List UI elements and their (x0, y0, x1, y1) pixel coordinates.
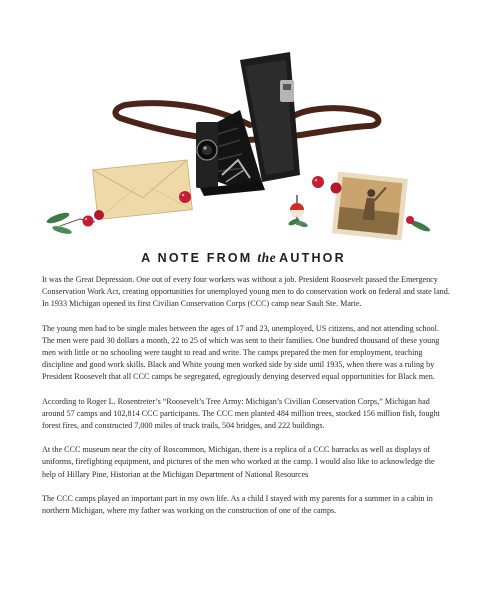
paragraph: According to Roger L. Rosentreter’s “Roosevelt’s Tree Army: Michigan’s Civilian Conservation Corps,” Michigan had around 57 camps and 102,814 CCC participants. The CCC men planted 484 million trees, stocked 156 million fish, fought forest fires, and constructed 7,000 miles of truck trails, 504 bridges, and 222 buildings. (42, 396, 440, 431)
paragraph: The CCC camps played an important part in my own life. As a child I stayed with my parents for a summer in a cabin in northern Michigan, where my father was working on the construction of one of the camps. (42, 493, 433, 516)
section-heading (0, 250, 487, 266)
paragraph: It was the Great Depression. One out of every four workers was without a job. President Roosevelt passed the Emergency Conservation Work Act, creating opportunities for unemployed young men to do conservation work on federal and state land. In 1933 Michigan opened its first Civilian Conservation Corps (CCC) camp near Sault Ste. Marie. (42, 275, 450, 309)
body-text (42, 274, 450, 529)
paragraph: The young men had to be single males between the ages of 17 and 23, unemployed, US citizens, and not attending school. The men were paid 30 dollars a month, 22 to 25 of which was sent to their families. One hundred thousand of these young men with little or no schooling were taught to read and write. The camps prepared the men for employment, teaching discipline and good work skills. Black and White young men worked side by side until 1935, when there was a ruling by President Roosevelt that all CCC camps be segregated, egregiously denying deserved equal opportunities for Black men. (42, 323, 440, 382)
old-photograph (332, 172, 408, 241)
paragraph: At the CCC museum near the city of Roscommon, Michigan, there is a replica of a CCC barracks as well as displays of uniforms, firefighting equipment, and pictures of the men who worked at the camp. I would also like to acknowledge the help of Hillary Pine, Historian at the Michigan Department of National Resources (42, 445, 435, 479)
fishing-bobber (288, 195, 309, 228)
heading-prefix: A NOTE FROM (141, 251, 253, 265)
still-life-illustration (0, 0, 487, 250)
berries-left (46, 210, 104, 235)
heading-suffix: AUTHOR (279, 251, 346, 265)
berry-center (179, 191, 191, 203)
envelope (93, 160, 193, 220)
heading-emphasis: the (257, 250, 277, 265)
